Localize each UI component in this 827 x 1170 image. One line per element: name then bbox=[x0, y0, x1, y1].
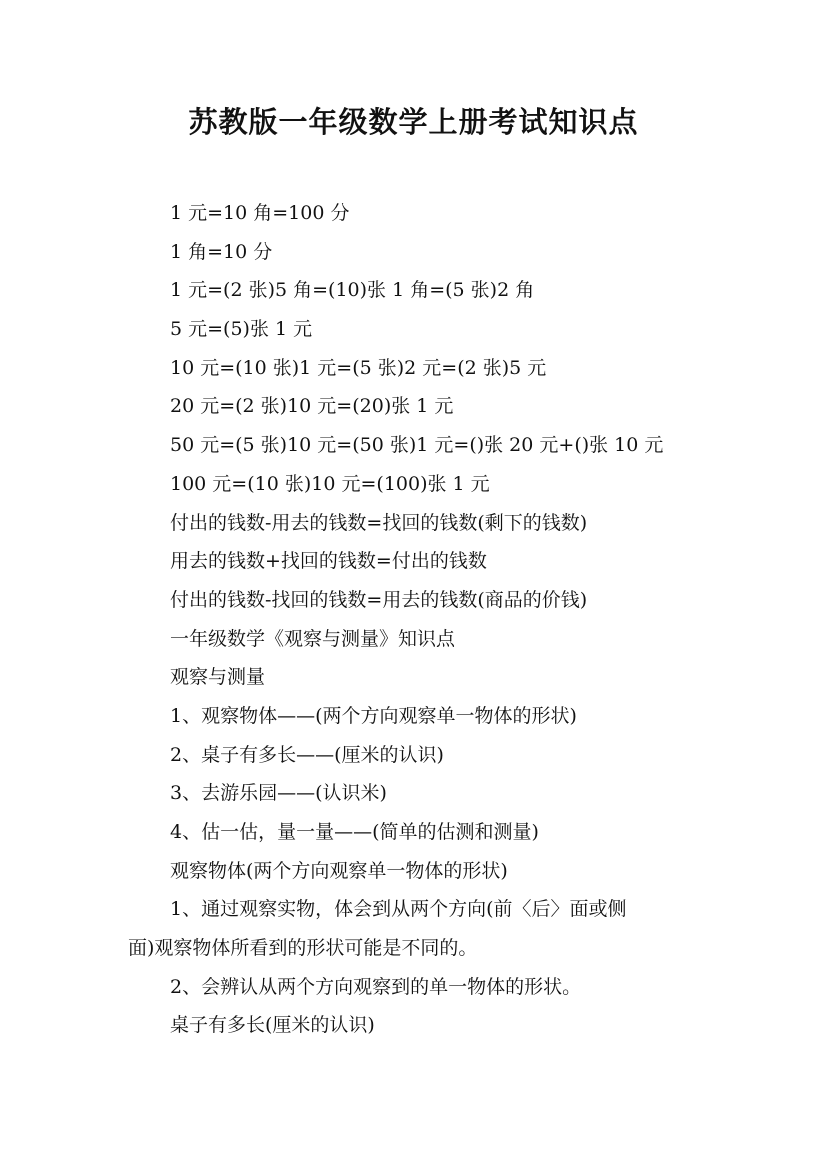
document-body bbox=[128, 194, 708, 1045]
text-line: 一年级数学《观察与测量》知识点 bbox=[170, 627, 456, 650]
text-line: 20 元=(2 张)10 元=(20)张 1 元 bbox=[170, 395, 454, 418]
text-line: 100 元=(10 张)10 元=(100)张 1 元 bbox=[170, 472, 490, 495]
text-line: 付出的钱数-找回的钱数=用去的钱数(商品的价钱) bbox=[170, 588, 588, 611]
text-line: 1、通过观察实物，体会到从两个方向(前〈后〉面或侧 bbox=[170, 898, 627, 921]
text-line: 2、桌子有多长——(厘米的认识) bbox=[170, 743, 444, 766]
text-line: 观察物体(两个方向观察单一物体的形状) bbox=[170, 859, 508, 882]
text-line: 1、观察物体——(两个方向观察单一物体的形状) bbox=[170, 704, 577, 727]
text-line: 2、会辨认从两个方向观察到的单一物体的形状。 bbox=[170, 975, 582, 998]
text-line: 5 元=(5)张 1 元 bbox=[170, 318, 313, 341]
text-line: 用去的钱数+找回的钱数=付出的钱数 bbox=[170, 550, 487, 573]
text-line: 10 元=(10 张)1 元=(5 张)2 元=(2 张)5 元 bbox=[170, 356, 547, 379]
text-line: 1 角=10 分 bbox=[170, 240, 273, 263]
text-line: 50 元=(5 张)10 元=(50 张)1 元=()张 20 元+()张 10 元 bbox=[170, 434, 664, 457]
text-line: 桌子有多长(厘米的认识) bbox=[170, 1014, 375, 1037]
text-line: 面)观察物体所看到的形状可能是不同的。 bbox=[128, 937, 478, 960]
text-line: 付出的钱数-用去的钱数=找回的钱数(剩下的钱数) bbox=[170, 511, 588, 534]
document-title: 苏教版一年级数学上册考试知识点 bbox=[188, 105, 639, 139]
text-line: 1 元=10 角=100 分 bbox=[170, 202, 350, 224]
text-line: 4、估一估，量一量——(简单的估测和测量) bbox=[170, 821, 539, 843]
text-line: 观察与测量 bbox=[170, 666, 266, 689]
text-line: 1 元=(2 张)5 角=(10)张 1 角=(5 张)2 角 bbox=[170, 279, 535, 302]
text-line: 3、去游乐园——(认识米) bbox=[170, 782, 387, 805]
